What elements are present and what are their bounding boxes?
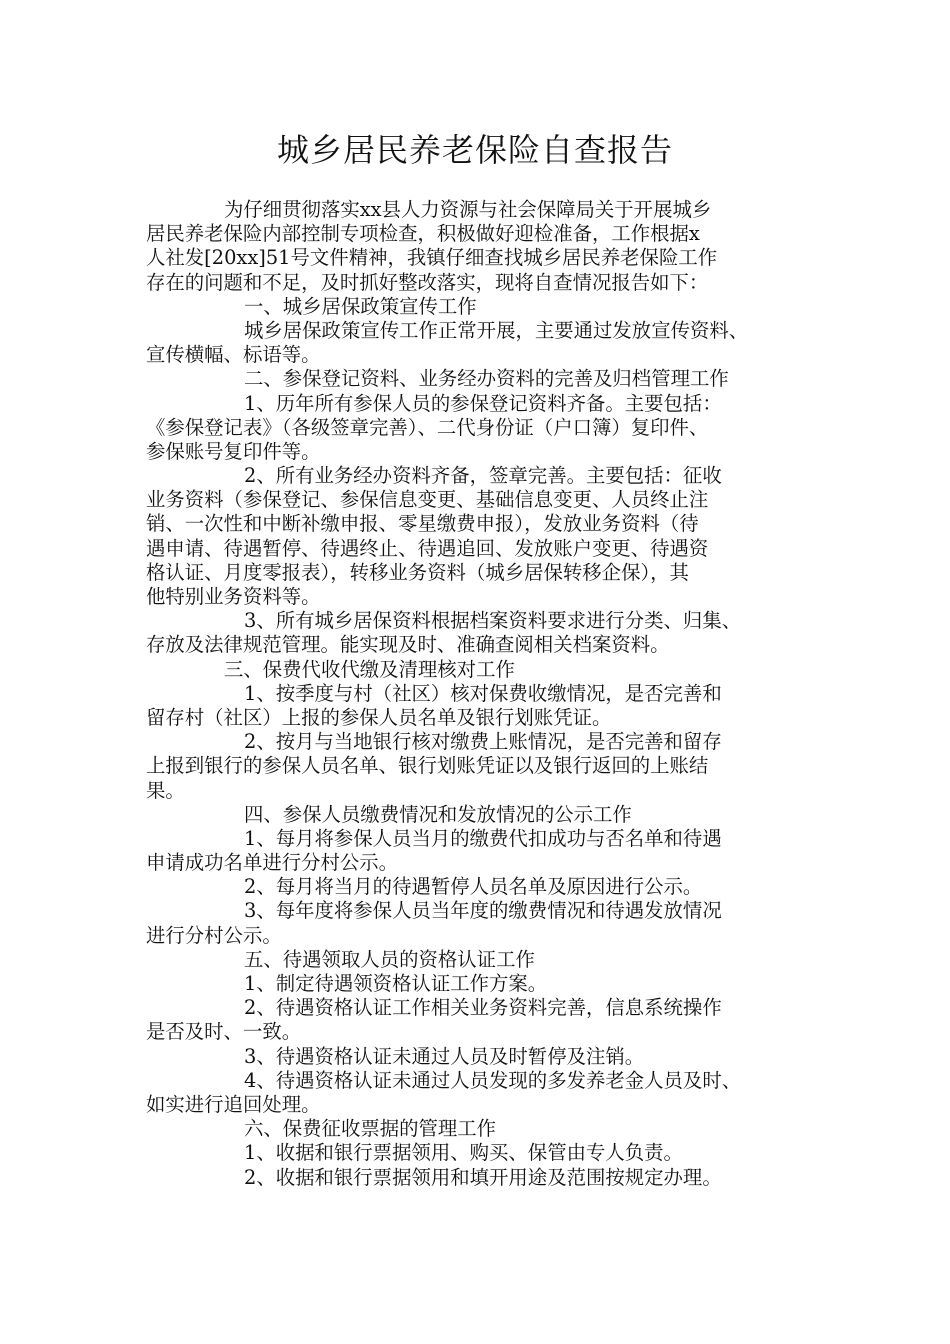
paragraph-line: 六、保费征收票据的管理工作	[244, 1117, 497, 1141]
paragraph-line: 3、所有城乡居保资料根据档案资料要求进行分类、归集、	[244, 609, 742, 633]
paragraph-line: 存放及法律规范管理。能实现及时、准确查阅相关档案资料。	[146, 633, 670, 657]
paragraph-line: 五、待遇领取人员的资格认证工作	[244, 947, 535, 971]
paragraph-line: 遇申请、待遇暂停、待遇终止、待遇追回、发放账户变更、待遇资	[146, 536, 709, 560]
paragraph-line: 存在的问题和不足，及时抓好整改落实，现将自查情况报告如下：	[146, 270, 709, 294]
paragraph-line: 2、按月与当地银行核对缴费上账情况，是否完善和留存	[244, 730, 722, 754]
paragraph-line: 他特别业务资料等。	[146, 585, 321, 608]
paragraph-line: 四、参保人员缴费情况和发放情况的公示工作	[244, 802, 632, 826]
paragraph-line: 为仔细贯彻落实xx县人力资源与社会保障局关于开展城乡	[224, 198, 712, 221]
paragraph-line: 2、所有业务经办资料齐备，签章完善。主要包括：征收	[244, 464, 722, 488]
paragraph-line: 1、按季度与村（社区）核对保费收缴情况，是否完善和	[244, 681, 722, 705]
document-title: 城乡居民养老保险自查报告	[276, 131, 673, 169]
paragraph-line: 进行分村公示。	[146, 923, 282, 947]
paragraph-line: 一、城乡居保政策宣传工作	[244, 294, 477, 318]
paragraph-line: 人社发[20xx]51号文件精神，我镇仔细查找城乡居民养老保险工作	[146, 246, 718, 270]
document-body	[146, 198, 818, 1190]
paragraph-line: 三、保费代收代缴及清理核对工作	[224, 657, 515, 681]
paragraph-line: 留存村（社区）上报的参保人员名单及银行划账凭证。	[146, 705, 612, 729]
paragraph-line: 2、待遇资格认证工作相关业务资料完善，信息系统操作	[244, 996, 722, 1020]
paragraph-line: 销、一次性和中断补缴申报、零星缴费申报），发放业务资料（待	[146, 512, 699, 536]
paragraph-line: 申请成功名单进行分村公示。	[146, 851, 399, 875]
paragraph-line: 2、每月将当月的待遇暂停人员名单及原因进行公示。	[244, 875, 703, 899]
paragraph-line: 如实进行追回处理。	[146, 1092, 321, 1116]
paragraph-line: 1、制定待遇领资格认证工作方案。	[244, 972, 548, 995]
paragraph-line: 3、每年度将参保人员当年度的缴费情况和待遇发放情况	[244, 899, 722, 923]
paragraph-line: 果。	[146, 778, 185, 802]
paragraph-line: 居民养老保险内部控制专项检查，积极做好迎检准备，工作根据x	[146, 222, 700, 246]
paragraph-line: 是否及时、一致。	[146, 1020, 302, 1044]
paragraph-line: 1、历年所有参保人员的参保登记资料齐备。主要包括：	[244, 391, 722, 415]
paragraph-line: 3、待遇资格认证未通过人员及时暂停及注销。	[244, 1044, 645, 1068]
paragraph-line: 2、收据和银行票据领用和填开用途及范围按规定办理。	[244, 1165, 722, 1189]
paragraph-line: 二、参保登记资料、业务经办资料的完善及归档管理工作	[244, 367, 729, 391]
paragraph-line: 宣传横幅、标语等。	[146, 343, 321, 367]
paragraph-line: 4、待遇资格认证未通过人员发现的多发养老金人员及时、	[244, 1068, 742, 1092]
paragraph-line: 1、收据和银行票据领用、购买、保管由专人负责。	[244, 1141, 683, 1165]
paragraph-line: 格认证、月度零报表），转移业务资料（城乡居保转移企保），其	[146, 560, 689, 584]
paragraph-line: 《参保登记表》（各级签章完善）、二代身份证（户口簿）复印件、	[146, 415, 709, 439]
paragraph-line: 业务资料（参保登记、参保信息变更、基础信息变更、人员终止注	[146, 488, 709, 512]
paragraph-line: 1、每月将参保人员当月的缴费代扣成功与否名单和待遇	[244, 826, 722, 850]
paragraph-line: 参保账号复印件等。	[146, 439, 321, 463]
paragraph-line: 上报到银行的参保人员名单、银行划账凭证以及银行返回的上账结	[146, 754, 709, 778]
paragraph-line: 城乡居保政策宣传工作正常开展，主要通过发放宣传资料、	[244, 318, 749, 342]
